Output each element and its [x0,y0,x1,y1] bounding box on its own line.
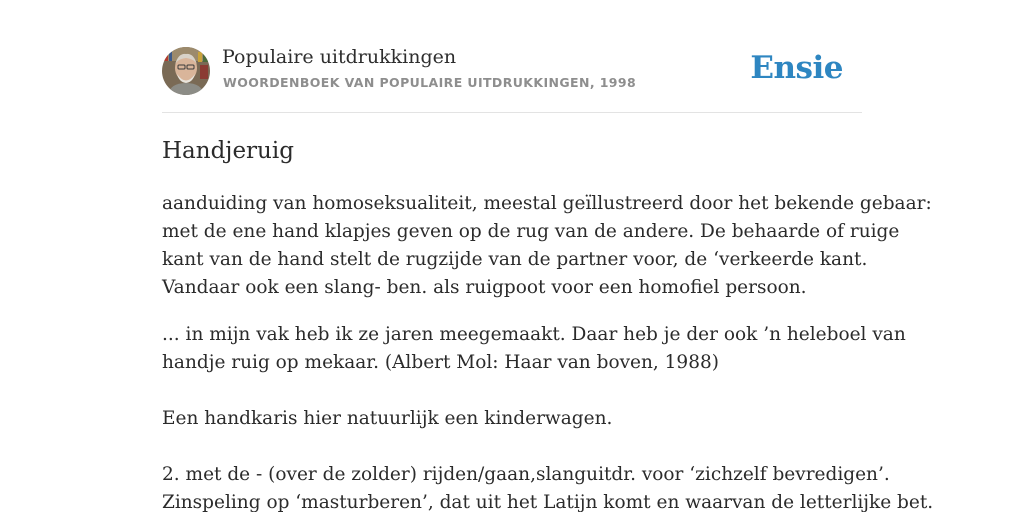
entry-title: Handjeruig [162,138,294,164]
author-avatar[interactable] [162,47,210,95]
definition-line: Vandaar ook een slang- ben. als ruigpoot voor een homofiel persoon. [162,277,807,298]
definition-line: kant van de hand stelt de rugzijde van de partner voor, de ‘verkeerde kant. [162,249,868,270]
sense-line: Zinspeling op ‘masturberen’, dat uit het Latijn komt en waarvan de letterlijke bet. [162,492,934,512]
sense-line: 2. met de - (over de zolder) rijden/gaan,slanguitdr. voor ‘zichzelf bevredigen’. [162,464,890,485]
definition-line: aanduiding van homoseksualiteit, meestal geïllustreerd door het bekende gebaar: [162,193,932,214]
quote-line: handje ruig op mekaar. (Albert Mol: Haar van boven, 1988) [162,352,719,373]
source-title[interactable]: Populaire uitdrukkingen [222,46,457,68]
note-line: Een handkaris hier natuurlijk een kinderwagen. [162,408,613,429]
entry-page [162,0,934,512]
page-header [162,0,862,113]
quote-line: ... in mijn vak heb ik ze jaren meegemaakt. Daar heb je der ook ’n heleboel van [162,324,906,345]
brand-logo[interactable]: Ensie [750,50,843,86]
source-subtitle: WOORDENBOEK VAN POPULAIRE UITDRUKKINGEN, 1998 [223,75,637,90]
entry-body [162,190,934,512]
definition-line: met de ene hand klapjes geven op de rug van de andere. De behaarde of ruige [162,221,900,242]
